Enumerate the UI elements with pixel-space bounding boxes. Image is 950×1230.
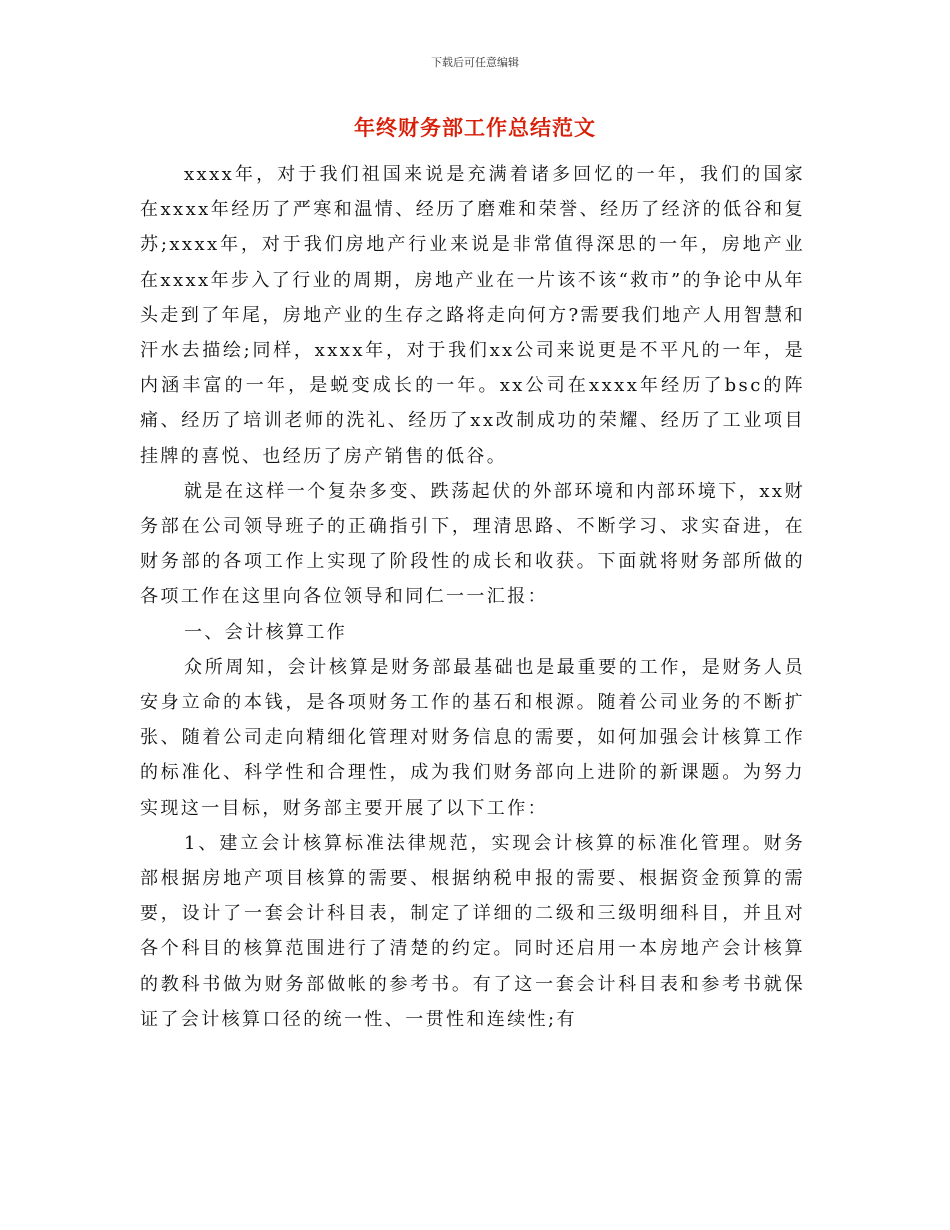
paragraph-context: 就是在这样一个复杂多变、跌荡起伏的外部环境和内部环境下，xx财务部在公司领导班子的正确指引下，理清思路、不断学习、求实奋进，在财务部的各项工作上实现了阶段性的成长和收获。下面就将财务部所做的各项工作在这里向各位领导和同仁一一汇报：: [140, 480, 805, 608]
paragraph-intro: xxxx年，对于我们祖国来说是充满着诸多回忆的一年，我们的国家在xxxx年经历了严寒和温情、经历了磨难和荣誉、经历了经济的低谷和复苏;xxxx年，对于我们房地产行业来说是非常值得深思的一年，房地产业在xxxx年步入了行业的周期，房地产业在一片该不该“救市”的争论中从年头走到了年尾，房地产业的生存之路将走向何方?需要我们地产人用智慧和汗水去描绘;同样，xxxx年，对于我们xx公司来说更是不平凡的一年，是内涵丰富的一年，是蜕变成长的一年。xx公司在xxxx年经历了bsc的阵痛、经历了培训老师的洗礼、经历了xx改制成功的荣耀、经历了工业项目挂牌的喜悦、也经历了房产销售的低谷。: [140, 164, 806, 467]
section-heading-accounting: 一、会计核算工作: [184, 621, 348, 643]
paragraph-item-1: 1、建立会计核算标准法律规范，实现会计核算的标准化管理。财务部根据房地产项目核算的需要、根据纳税申报的需要、根据资金预算的需要，设计了一套会计科目表，制定了详细的二级和三级明细科目，并且对各个科目的核算范围进行了清楚的约定。同时还启用一本房地产会计核算的教科书做为财务部做帐的参考书。有了这一套会计科目表和参考书就保证了会计核算口径的统一性、一贯性和连续性;有: [140, 832, 805, 1030]
header-note: 下载后可任意编辑: [431, 56, 519, 69]
document-title: 年终财务部工作总结范文: [354, 116, 596, 140]
paragraph-accounting-overview: 众所周知，会计核算是财务部最基础也是最重要的工作，是财务人员安身立命的本钱，是各项财务工作的基石和根源。随着公司业务的不断扩张、随着公司走向精细化管理对财务信息的需要，如何加强会计核算工作的标准化、科学性和合理性，成为我们财务部向上进阶的新课题。为努力实现这一目标，财务部主要开展了以下工作：: [140, 656, 805, 819]
document-body: [140, 157, 805, 1037]
